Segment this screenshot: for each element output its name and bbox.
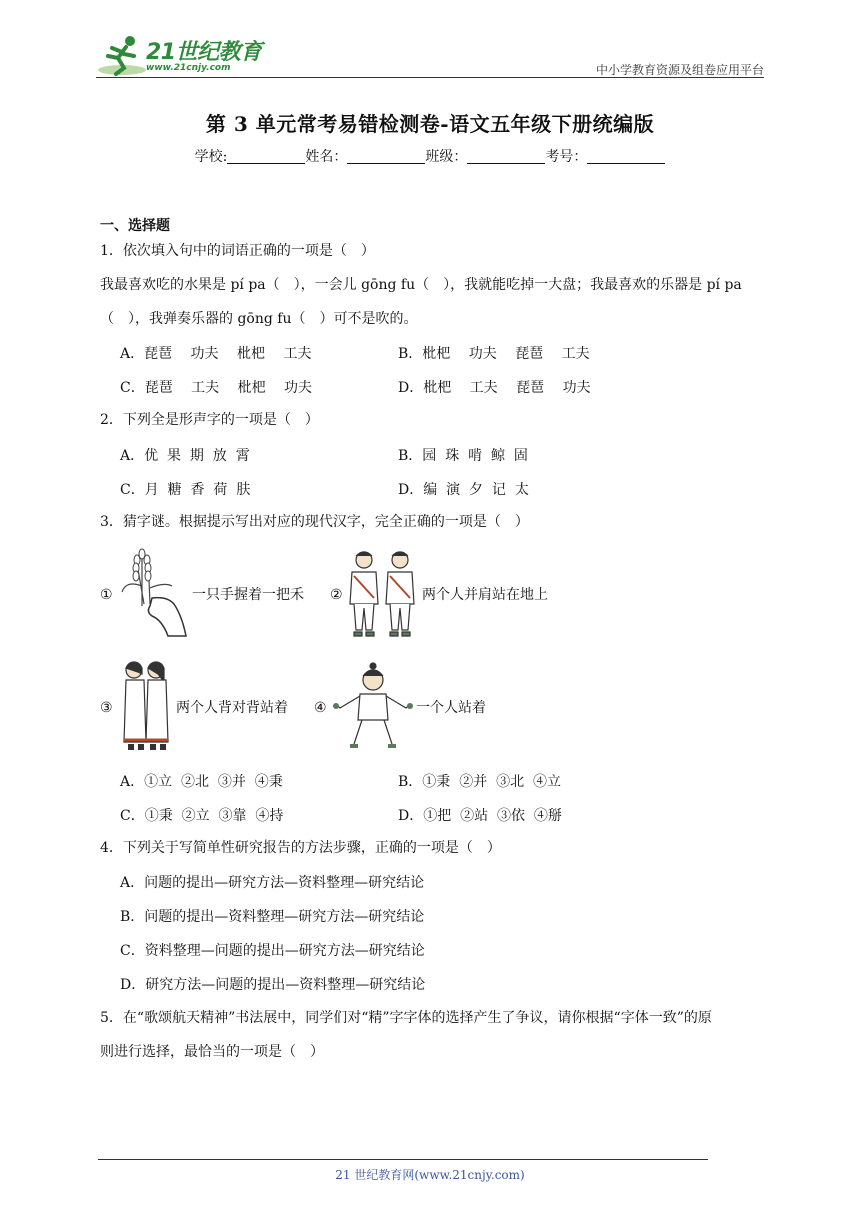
question-4-option-a[interactable]: A．问题的提出—研究方法—资料整理—研究结论 bbox=[120, 875, 425, 891]
question-2-option-c[interactable]: C．月 糖 香 荷 肤 bbox=[120, 482, 251, 498]
footer-text: 21 世纪教育网(www.21cnjy.com) bbox=[335, 1168, 525, 1182]
question-2-option-b[interactable]: B．园 珠 啃 鲸 固 bbox=[398, 448, 528, 464]
riddle-2-text: 两个人并肩站在地上 bbox=[422, 587, 548, 603]
riddle-2-number: ② bbox=[330, 587, 343, 603]
class-label: 班级： bbox=[425, 149, 468, 165]
question-4-option-d[interactable]: D．研究方法—问题的提出—资料整理—研究结论 bbox=[120, 977, 426, 993]
school-blank[interactable] bbox=[227, 149, 305, 164]
question-3-option-b[interactable]: B．①秉 ②并 ③北 ④立 bbox=[398, 774, 561, 790]
name-label: 姓名： bbox=[305, 149, 348, 165]
question-3-option-c[interactable]: C．①秉 ②立 ③靠 ④持 bbox=[120, 808, 284, 824]
class-blank[interactable] bbox=[467, 149, 545, 164]
number-label: 考号： bbox=[545, 149, 588, 165]
student-info-line bbox=[0, 146, 860, 166]
question-4-option-c[interactable]: C．资料整理—问题的提出—研究方法—研究结论 bbox=[120, 943, 425, 959]
person-standing-icon bbox=[332, 662, 414, 750]
school-label: 学校: bbox=[194, 149, 228, 165]
question-1-option-a[interactable]: A．琵琶 功夫 枇杷 工夫 bbox=[120, 346, 312, 362]
riddle-3-number: ③ bbox=[100, 700, 113, 716]
question-3-option-d[interactable]: D．①把 ②站 ③依 ④掰 bbox=[398, 808, 562, 824]
question-2-option-d[interactable]: D．编 演 夕 记 太 bbox=[398, 482, 529, 498]
question-2-stem: 2．下列全是形声字的一项是（ ） bbox=[100, 412, 319, 428]
question-1-option-d[interactable]: D．枇杷 工夫 琵琶 功夫 bbox=[398, 380, 591, 396]
riddle-1-text: 一只手握着一把禾 bbox=[192, 587, 304, 603]
question-1-option-c[interactable]: C．琵琶 工夫 枇杷 功夫 bbox=[120, 380, 313, 396]
question-4-stem: 4．下列关于写简单性研究报告的方法步骤，正确的一项是（ ） bbox=[100, 840, 501, 856]
two-people-back-to-back-icon bbox=[118, 656, 174, 754]
riddle-4-number: ④ bbox=[314, 700, 327, 716]
riddle-4-text: 一个人站着 bbox=[416, 700, 486, 716]
question-4-option-b[interactable]: B．问题的提出—资料整理—研究方法—研究结论 bbox=[120, 909, 425, 925]
logo-url: www.21cnjy.com bbox=[146, 63, 231, 73]
riddle-3-text: 两个人背对背站着 bbox=[176, 700, 288, 716]
page-title: 第 3 单元常考易错检测卷-语文五年级下册统编版 bbox=[205, 112, 655, 136]
question-1-option-b[interactable]: B．枇杷 功夫 琵琶 工夫 bbox=[398, 346, 590, 362]
hand-holding-grain-icon bbox=[112, 546, 190, 638]
question-1-body-line2: （ ），我弹奏乐器的 gōng fu（ ）可不是吹的。 bbox=[100, 311, 418, 327]
footer-divider bbox=[98, 1159, 708, 1160]
name-blank[interactable] bbox=[347, 149, 425, 164]
question-2-option-a[interactable]: A．优 果 期 放 霄 bbox=[120, 448, 250, 464]
question-5-stem-line1: 5．在“歌颂航天精神”书法展中，同学们对“精”字字体的选择产生了争议，请你根据“字体一致”的原 bbox=[100, 1010, 712, 1026]
question-1-body-line1: 我最喜欢吃的水果是 pí pa（ ），一会儿 gōng fu（ ），我就能吃掉一大盘；我最喜欢的乐器是 pí pa bbox=[100, 277, 742, 293]
runner-logo-icon bbox=[96, 34, 148, 78]
question-3-option-a[interactable]: A．①立 ②北 ③并 ④秉 bbox=[120, 774, 283, 790]
logo-text: 21世纪教育 bbox=[146, 40, 262, 65]
header-platform-text: 中小学教育资源及组卷应用平台 bbox=[595, 63, 764, 77]
number-blank[interactable] bbox=[587, 149, 665, 164]
question-3-stem: 3．猜字谜。根据提示写出对应的现代汉字，完全正确的一项是（ ） bbox=[100, 514, 529, 530]
question-5-stem-line2: 则进行选择，最恰当的一项是（ ） bbox=[100, 1044, 324, 1060]
riddle-1-number: ① bbox=[100, 587, 113, 603]
header-divider bbox=[96, 77, 764, 78]
two-people-side-by-side-icon bbox=[346, 546, 420, 640]
section-heading: 一、选择题 bbox=[100, 218, 170, 234]
question-1-stem: 1．依次填入句中的词语正确的一项是（ ） bbox=[100, 243, 375, 259]
